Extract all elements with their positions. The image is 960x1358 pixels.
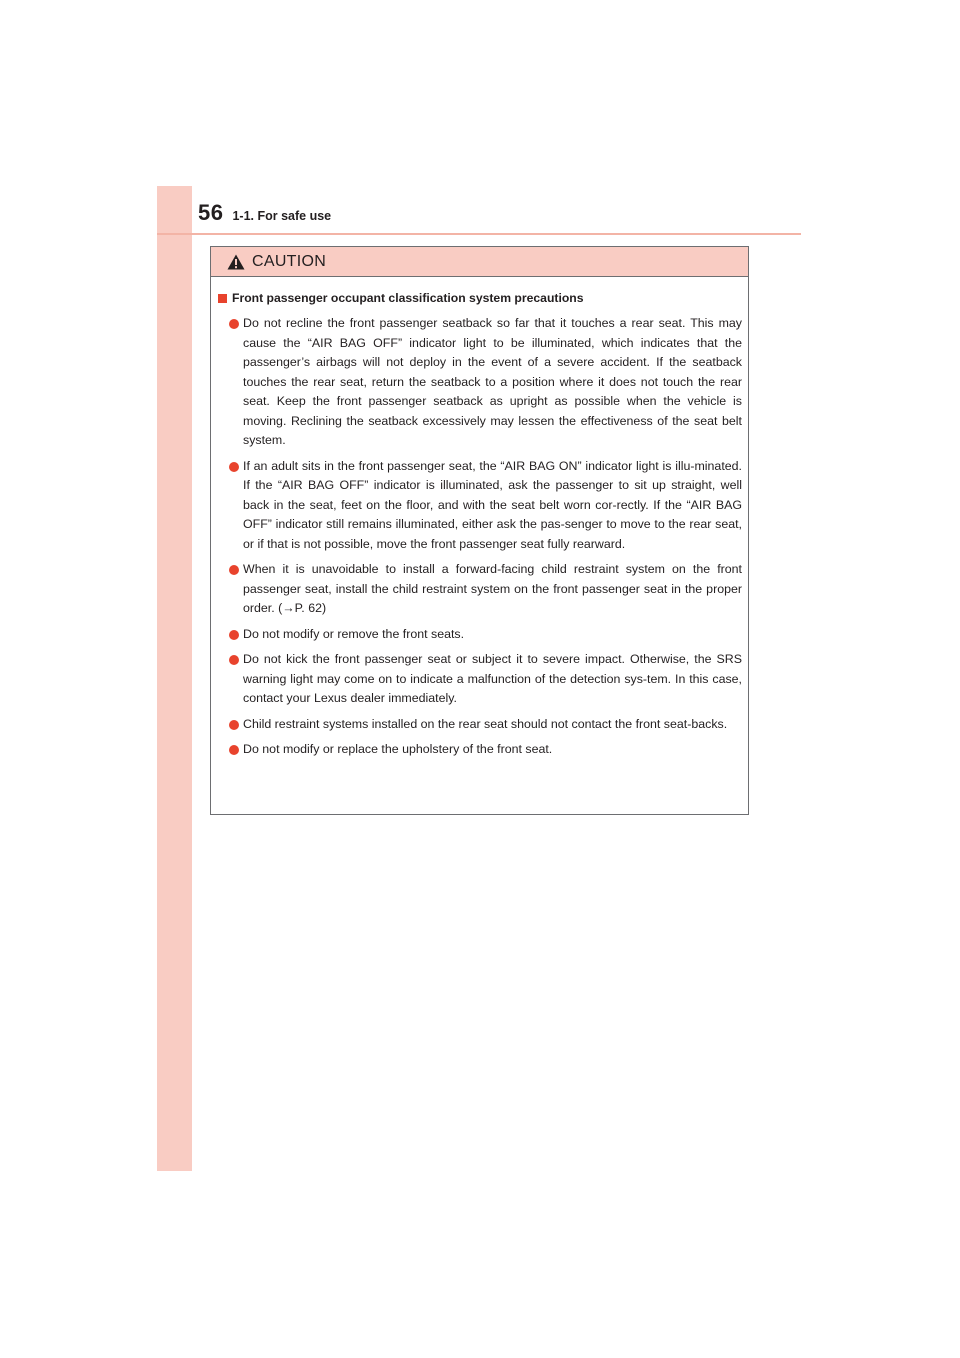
list-item <box>218 715 742 735</box>
round-bullet-icon <box>229 720 239 730</box>
list-item-text: Do not kick the front passenger seat or subject it to severe impact. Otherwise, the SRS warning light may come on to indicate a malfunction of the detection sys-tem. In this case, contact your Lexus dealer immediately. <box>243 652 742 705</box>
caution-header <box>211 247 748 277</box>
round-bullet-icon <box>229 565 239 575</box>
square-bullet-icon <box>218 294 227 303</box>
subheading-text: Front passenger occupant classification system precautions <box>232 291 584 305</box>
list-item-text: Do not modify or remove the front seats. <box>243 626 465 641</box>
round-bullet-icon <box>229 462 239 472</box>
caution-body <box>211 277 748 760</box>
list-item <box>218 560 742 619</box>
page-header <box>198 200 331 234</box>
list-item <box>218 740 742 760</box>
round-bullet-icon <box>229 319 239 329</box>
list-item <box>218 650 742 709</box>
header-rule <box>157 233 801 235</box>
caution-subheading <box>218 291 742 305</box>
list-item-text: When it is unavoidable to install a forward-facing child restraint system on the front passenger seat, install the child restraint system on the front passenger seat in the proper order. (→P. 62) <box>243 562 742 615</box>
list-item-text: Do not recline the front passenger seatback so far that it touches a rear seat. This may cause the “AIR BAG OFF” indicator light to be illuminated, which indicates that the passenger’s airbags will not deploy in the event of a severe accident. If the seatback touches the rear seat, return the seatback to a position where it does not touch the rear seat. Keep the front passenger seatback as upright as possible when the vehicle is moving. Reclining the seatback excessively may lessen the effectiveness of the seat belt system. <box>243 316 742 447</box>
caution-label: CAUTION <box>252 252 327 270</box>
list-item-text: Child restraint systems installed on the rear seat should not contact the front seat-backs. <box>243 716 728 731</box>
round-bullet-icon <box>229 655 239 665</box>
list-item <box>218 314 742 451</box>
list-item <box>218 457 742 555</box>
list-item-text: Do not modify or replace the upholstery of the front seat. <box>243 742 553 756</box>
side-color-band <box>157 186 192 1171</box>
list-item <box>218 625 742 645</box>
round-bullet-icon <box>229 630 239 640</box>
round-bullet-icon <box>229 745 239 755</box>
section-title: 1-1. For safe use <box>232 209 332 223</box>
warning-triangle-icon <box>227 254 245 270</box>
caution-box <box>210 246 749 815</box>
list-item-text: If an adult sits in the front passenger seat, the “AIR BAG ON” indicator light is illu-minated. If the “AIR BAG OFF” indicator is illuminated, ask the passenger to sit up straight, well back in the seat, feet on the floor, and with the seat belt worn cor-rectly. If the “AIR BAG OFF” indicator still remains illuminated, either ask the pas-senger to move to the rear seat, or if that is not possible, move the front passenger seat fully rearward. <box>243 458 742 551</box>
page-number: 56 <box>198 200 224 225</box>
